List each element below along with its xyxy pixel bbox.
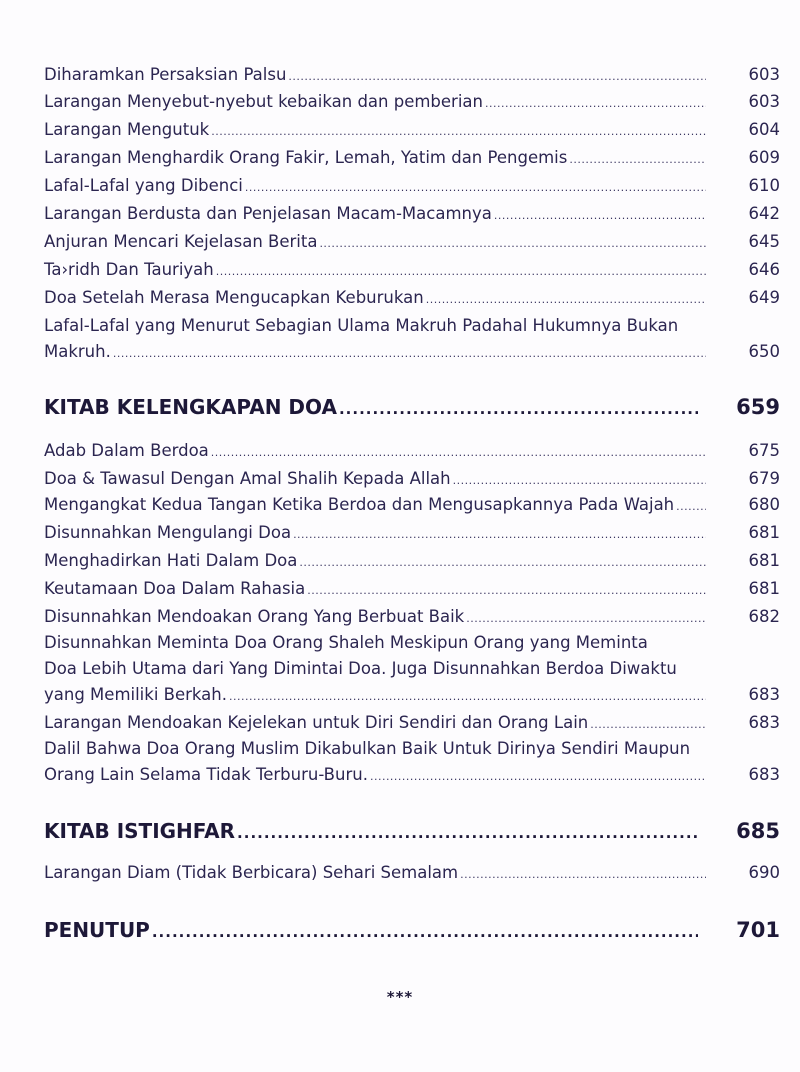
entry-title: Larangan Diam (Tidak Berbicara) Sehari Semalam (44, 863, 459, 882)
toc-entry (44, 89, 780, 115)
entry-title: Doa Lebih Utama dari Yang Dimintai Doa. Juga Disunnahkan Berdoa Diwaktu (44, 659, 677, 678)
page-number: 646 (748, 260, 780, 279)
dot-leader (229, 684, 706, 710)
dot-leader (211, 119, 706, 145)
toc-entry (44, 145, 780, 171)
entry-title: Menghadirkan Hati Dalam Doa (44, 551, 298, 570)
entry-title: Larangan Berdusta dan Penjelasan Macam-Macamnya (44, 204, 492, 223)
page-number: 679 (748, 469, 780, 488)
entry-title: Disunnahkan Mengulangi Doa (44, 523, 292, 542)
toc-entry (44, 604, 780, 630)
toc-entry (44, 117, 780, 143)
toc-entry (44, 492, 780, 518)
toc-entry (44, 229, 780, 255)
entry-title: Ta›ridh Dan Tauriyah (44, 260, 214, 279)
dot-leader (113, 341, 706, 367)
toc-entry (44, 438, 780, 464)
entry-title: Doa & Tawasul Dengan Amal Shalih Kepada Allah (44, 469, 451, 488)
page-number: 603 (748, 92, 780, 111)
toc-entry (44, 630, 780, 708)
entry-title: Anjuran Mencari Kejelasan Berita (44, 232, 318, 251)
entry-title: Larangan Menyebut-nyebut kebaikan dan pemberian (44, 92, 483, 111)
dot-leader (293, 522, 706, 548)
entry-title: Doa Setelah Merasa Mengucapkan Keburukan (44, 288, 424, 307)
page-number: 682 (748, 607, 780, 626)
page-number: 649 (748, 288, 780, 307)
entry-title: Diharamkan Persaksian Palsu (44, 65, 287, 84)
toc-entry (44, 313, 780, 365)
dot-leader (237, 824, 698, 842)
page-number: 650 (748, 342, 780, 361)
dot-leader (370, 764, 706, 790)
section-page-number: 685 (736, 819, 780, 843)
dot-leader (211, 440, 706, 466)
page-number: 604 (748, 120, 780, 139)
section-title: KITAB KELENGKAPAN DOA (44, 395, 337, 419)
entry-title: Keutamaan Doa Dalam Rahasia (44, 579, 306, 598)
section-heading (44, 918, 780, 948)
toc-entry (44, 576, 780, 602)
page-number: 675 (748, 441, 780, 460)
dot-leader (494, 203, 706, 229)
dot-leader (216, 259, 706, 285)
section-page-number: 701 (736, 918, 780, 942)
section-title: PENUTUP (44, 918, 150, 942)
dot-leader (299, 550, 706, 576)
section-heading (44, 395, 780, 425)
page-number: 603 (748, 65, 780, 84)
page-number: 681 (748, 551, 780, 570)
page-number: 609 (748, 148, 780, 167)
toc-entry (44, 860, 780, 886)
toc-entry (44, 285, 780, 311)
dot-leader (569, 147, 706, 173)
entry-title: Larangan Mendoakan Kejelekan untuk Diri Sendiri dan Orang Lain (44, 713, 589, 732)
section-heading (44, 819, 780, 849)
dot-leader (319, 231, 706, 257)
toc-entry (44, 710, 780, 736)
toc-entry (44, 520, 780, 546)
toc-entry (44, 173, 780, 199)
page-number: 690 (748, 863, 780, 882)
toc-entry (44, 548, 780, 574)
dot-leader (426, 287, 706, 313)
entry-title: Mengangkat Kedua Tangan Ketika Berdoa dan Mengusapkannya Pada Wajah (44, 495, 675, 514)
entry-title: Dalil Bahwa Doa Orang Muslim Dikabulkan Baik Untuk Dirinya Sendiri Maupun (44, 739, 691, 758)
dot-leader (339, 400, 698, 418)
page-number: 681 (748, 523, 780, 542)
dot-leader (152, 923, 698, 941)
page-number: 610 (748, 176, 780, 195)
entry-title: Larangan Mengutuk (44, 120, 210, 139)
entry-title: Orang Lain Selama Tidak Terburu-Buru. (44, 765, 368, 784)
entry-title: Lafal-Lafal yang Dibenci (44, 176, 243, 195)
entry-title: yang Memiliki Berkah. (44, 685, 227, 704)
dot-leader (245, 175, 706, 201)
toc-entry (44, 736, 780, 788)
entry-title: Lafal-Lafal yang Menurut Sebagian Ulama Makruh Padahal Hukumnya Bukan (44, 316, 679, 335)
page-number: 680 (748, 495, 780, 514)
end-mark: *** (386, 988, 414, 1006)
section-page-number: 659 (736, 395, 780, 419)
entry-title: Disunnahkan Mendoakan Orang Yang Berbuat Baik (44, 607, 465, 626)
toc-entry (44, 62, 780, 88)
toc-entry (44, 257, 780, 283)
dot-leader (453, 468, 706, 494)
dot-leader (485, 91, 706, 117)
page-number: 681 (748, 579, 780, 598)
entry-title: Larangan Menghardik Orang Fakir, Lemah, Yatim dan Pengemis (44, 148, 568, 167)
dot-leader (307, 578, 706, 604)
section-title: KITAB ISTIGHFAR (44, 819, 236, 843)
page-number: 683 (748, 685, 780, 704)
toc-entry (44, 466, 780, 492)
dot-leader (676, 494, 706, 520)
page-number: 683 (748, 713, 780, 732)
dot-leader (466, 606, 706, 632)
toc-entry (44, 201, 780, 227)
entry-title: Makruh. (44, 342, 111, 361)
dot-leader (590, 712, 706, 738)
entry-title: Disunnahkan Meminta Doa Orang Shaleh Meskipun Orang yang Meminta (44, 633, 648, 652)
entry-title: Adab Dalam Berdoa (44, 441, 209, 460)
page-number: 642 (748, 204, 780, 223)
dot-leader (288, 64, 706, 90)
page-number: 683 (748, 765, 780, 784)
dot-leader (460, 862, 706, 888)
page-number: 645 (748, 232, 780, 251)
